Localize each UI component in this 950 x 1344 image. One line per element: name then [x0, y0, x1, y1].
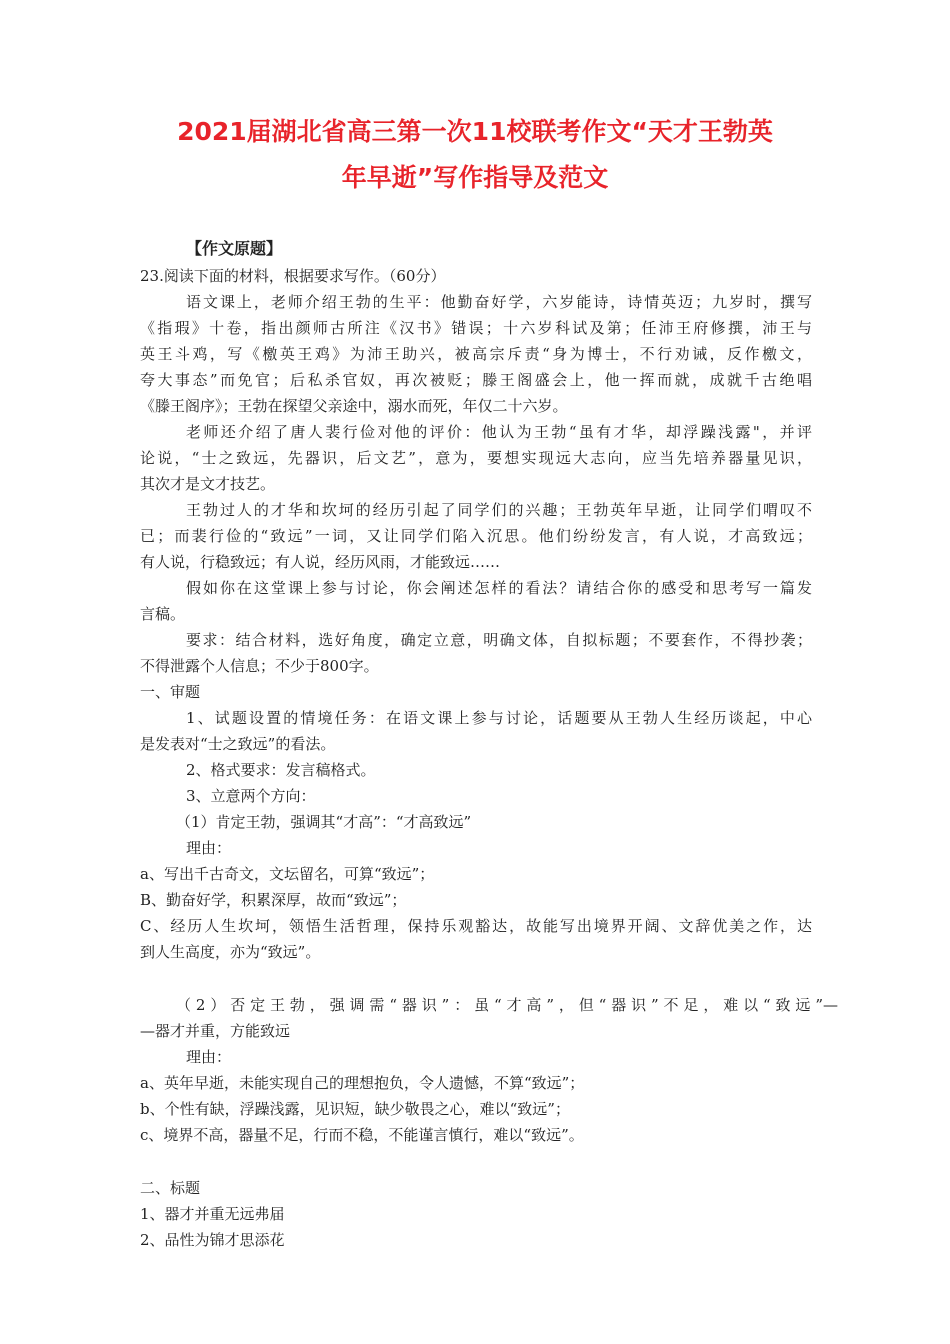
title-suggestion: 1、器才并重无远弗届 [140, 1205, 285, 1223]
paragraph-line: 英王斗鸡，写《檄英王鸡》为沛王助兴，被高宗斥责“身为博士，不行劝诫，反作檄文， [140, 345, 812, 363]
analysis-line: 2、格式要求：发言稿格式。 [186, 761, 376, 779]
title-suggestion: 2、品性为锦才思添花 [140, 1231, 285, 1249]
reason-item: B、勤奋好学，积累深厚，故而“致远”； [140, 891, 407, 909]
paragraph-line: 王勃过人的才华和坎坷的经历引起了同学们的兴趣；王勃英年早逝，让同学们喟叹不 [186, 501, 812, 519]
paragraph-line: 老师还介绍了唐人裴行俭对他的评价：他认为王勃“虽有才华，却浮躁浅露"，并评 [186, 423, 812, 441]
section-heading-original-prompt: 【作文原题】 [186, 239, 283, 258]
section-heading-analysis: 一、审题 [140, 683, 201, 701]
reason-item: c、境界不高，器量不足，行而不稳，不能谨言慎行，难以“致远”。 [140, 1126, 584, 1144]
reason-item: 到人生高度，亦为“致远”。 [140, 943, 321, 961]
reason-label: 理由： [186, 839, 232, 857]
requirements-line: 要求：结合材料，选好角度，确定立意，明确文体，自拟标题；不要套作，不得抄袭； [186, 631, 812, 649]
paragraph-line: 假如你在这堂课上参与讨论，你会阐述怎样的看法？请结合你的感受和思考写一篇发 [186, 579, 812, 597]
reason-label: 理由： [186, 1048, 232, 1066]
paragraph-line: 已；而裴行俭的“致远”一词，又让同学们陷入沉思。他们纷纷发言，有人说，才高致远； [140, 527, 812, 545]
reason-item: b、个性有缺，浮躁浅露，见识短，缺少敬畏之心，难以“致远”； [140, 1100, 570, 1118]
direction-two-line: （2）否定王勃，强调需“器识”：虽“才高”，但“器识”不足，难以“致远”— [176, 996, 838, 1014]
document-title-line-2: 年早逝”写作指导及范文 [341, 163, 609, 192]
paragraph-line: 言稿。 [140, 605, 186, 623]
reason-item: a、英年早逝，未能实现自己的理想抱负，令人遗憾，不算“致远”； [140, 1074, 585, 1092]
direction-two-line: —器才并重，方能致远 [140, 1022, 291, 1040]
paragraph-line: 其次才是文才技艺。 [140, 475, 276, 493]
analysis-line: 1、试题设置的情境任务：在语文课上参与讨论，话题要从王勃人生经历谈起，中心 [186, 709, 812, 727]
paragraph-line: 有人说，行稳致远；有人说，经历风雨，才能致远…… [140, 553, 501, 571]
section-heading-titles: 二、标题 [140, 1179, 201, 1197]
analysis-line: 是发表对“士之致远”的看法。 [140, 735, 336, 753]
analysis-line: 3、立意两个方向： [186, 787, 316, 805]
document-title-line-1: 2021届湖北省高三第一次11校联考作文“天才王勃英 [177, 117, 773, 146]
direction-one-line: （1）肯定王勃，强调其“才高”：“才高致远” [176, 813, 472, 831]
paragraph-line: 《滕王阁序》；王勃在探望父亲途中，溺水而死，年仅二十六岁。 [140, 397, 568, 415]
paragraph-line: 夸大事态”而免官；后私杀官奴，再次被贬；滕王阁盛会上，他一挥而就，成就千古绝唱 [140, 371, 812, 389]
paragraph-line: 《指瑕》十卷，指出颜师古所注《汉书》错误；十六岁科试及第；任沛王府修撰，沛王与 [140, 319, 812, 337]
reason-item: a、写出千古奇文，文坛留名，可算“致远”； [140, 865, 435, 883]
question-number-line: 23.阅读下面的材料，根据要求写作。（60分） [140, 267, 446, 285]
reason-item: C、经历人生坎坷，领悟生活哲理，保持乐观豁达，故能写出境界开阔、文辞优美之作，达 [140, 917, 812, 935]
paragraph-line: 论说，“士之致远，先器识，后文艺”，意为，要想实现远大志向，应当先培养器量见识， [140, 449, 812, 467]
requirements-line: 不得泄露个人信息；不少于800字。 [140, 657, 379, 675]
paragraph-line: 语文课上，老师介绍王勃的生平：他勤奋好学，六岁能诗，诗情英迈；九岁时，撰写 [186, 293, 812, 311]
